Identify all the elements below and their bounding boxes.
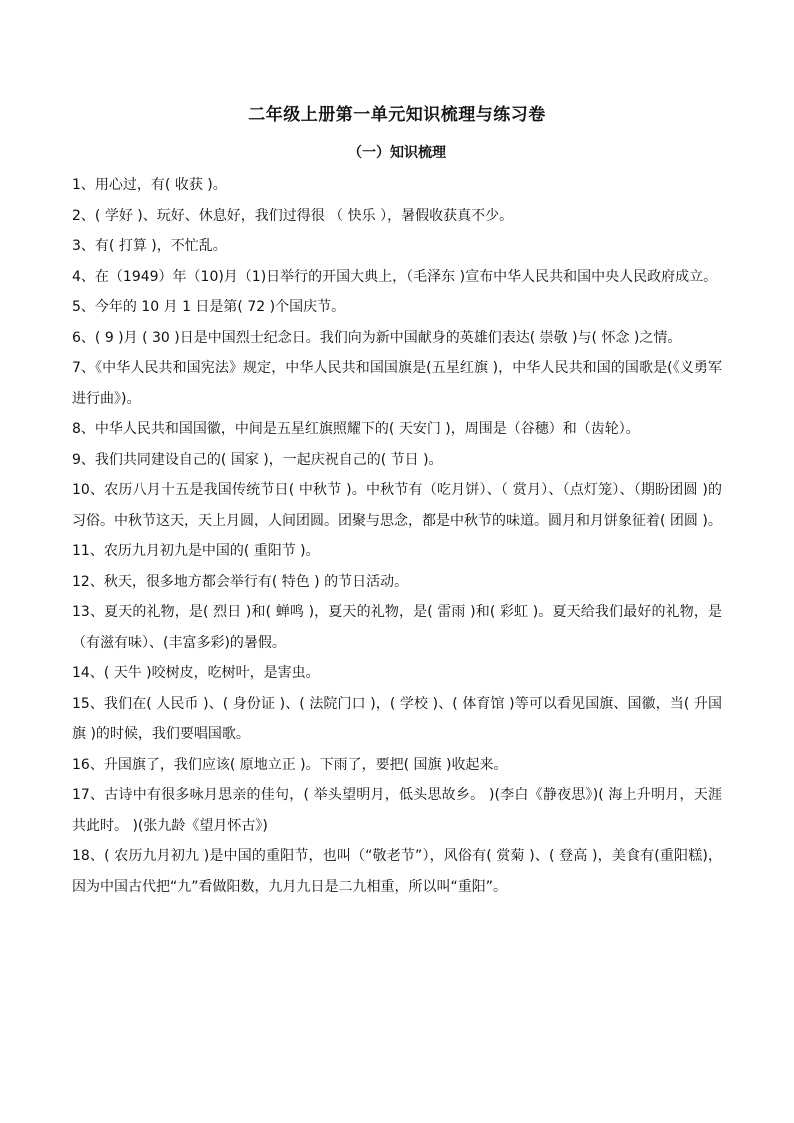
list-item: 14、( 天牛 )咬树皮，吃树叶，是害虫。 [72, 665, 320, 681]
list-item: 13、夏天的礼物，是( 烈日 )和( 蝉鸣 )，夏天的礼物，是( 雷雨 )和( 彩虹 )。夏天给我们最好的礼物，是（有滋有味）、(丰富多彩)的暑假。 [72, 604, 722, 651]
knowledge-list [72, 170, 722, 902]
list-item: 16、升国旗了，我们应该( 原地立正 )。下雨了，要把( 国旗 )收起来。 [72, 756, 508, 773]
list-item: 11、农历九月初九是中国的( 重阳节 )。 [72, 543, 320, 559]
list-item: 8、中华人民共和国国徽，中间是五星红旗照耀下的( 天安门 )，周围是（谷穗）和（齿轮）。 [72, 421, 640, 437]
list-item: 17、古诗中有很多咏月思亲的佳句，( 举头望明月，低头思故乡。 )(李白《静夜思》)( 海上升明月，天涯共此时。 )(张九龄《望月怀古》) [72, 787, 722, 834]
list-item: 9、我们共同建设自己的( 国家 )，一起庆祝自己的( 节日 )。 [72, 451, 443, 468]
list-item: 7、《中华人民共和国宪法》规定，中华人民共和国国旗是(五星红旗 )，中华人民共和国的国歌是(《义勇军进行曲》)。 [72, 360, 722, 407]
page-title: 二年级上册第一单元知识梳理与练习卷 [248, 105, 546, 125]
section-heading: （一）知识梳理 [348, 145, 446, 161]
list-item: 6、( 9 )月 ( 30 )日是中国烈士纪念日。我们向为新中国献身的英雄们表达( 崇敬 )与( 怀念 )之情。 [72, 329, 682, 346]
list-item: 12、秋天，很多地方都会举行有( 特色 ) 的节日活动。 [72, 573, 409, 590]
list-item: 3、有( 打算 )，不忙乱。 [72, 238, 227, 254]
list-item: 5、今年的 10 月 1 日是第( 72 )个国庆节。 [72, 299, 346, 315]
list-item: 1、用心过，有( 收获 )。 [72, 177, 227, 193]
list-item: 18、( 农历九月初九 )是中国的重阳节，也叫（“敬老节”），风俗有( 赏菊 )、( 登高 )，美食有(重阳糕)，因为中国古代把“九”看做阳数，九月九日是二九相重，所以叫“重阳”。 [72, 848, 722, 895]
list-item: 15、我们在( 人民币 )、( 身份证 )、( 法院门口 )，( 学校 )、( 体育馆 )等可以看见国旗、国徽，当( 升国旗 )的时候，我们要唱国歌。 [72, 695, 722, 742]
list-item: 2、( 学好 )、玩好、休息好，我们过得很 （ 快乐 ），暑假收获真不少。 [72, 207, 514, 224]
list-item: 4、在（1949）年（10)月（1)日举行的开国大典上，（毛泽东 )宣布中华人民共和国中央人民政府成立。 [72, 268, 718, 285]
list-item: 10、农历八月十五是我国传统节日( 中秋节 )。中秋节有（吃月饼）、（ 赏月）、（点灯笼）、（期盼团圆 )的习俗。中秋节这天，天上月圆，人间团圆。团聚与思念，都是中秋节的味道。圆月和月饼象征着( 团圆 )。 [72, 482, 722, 529]
